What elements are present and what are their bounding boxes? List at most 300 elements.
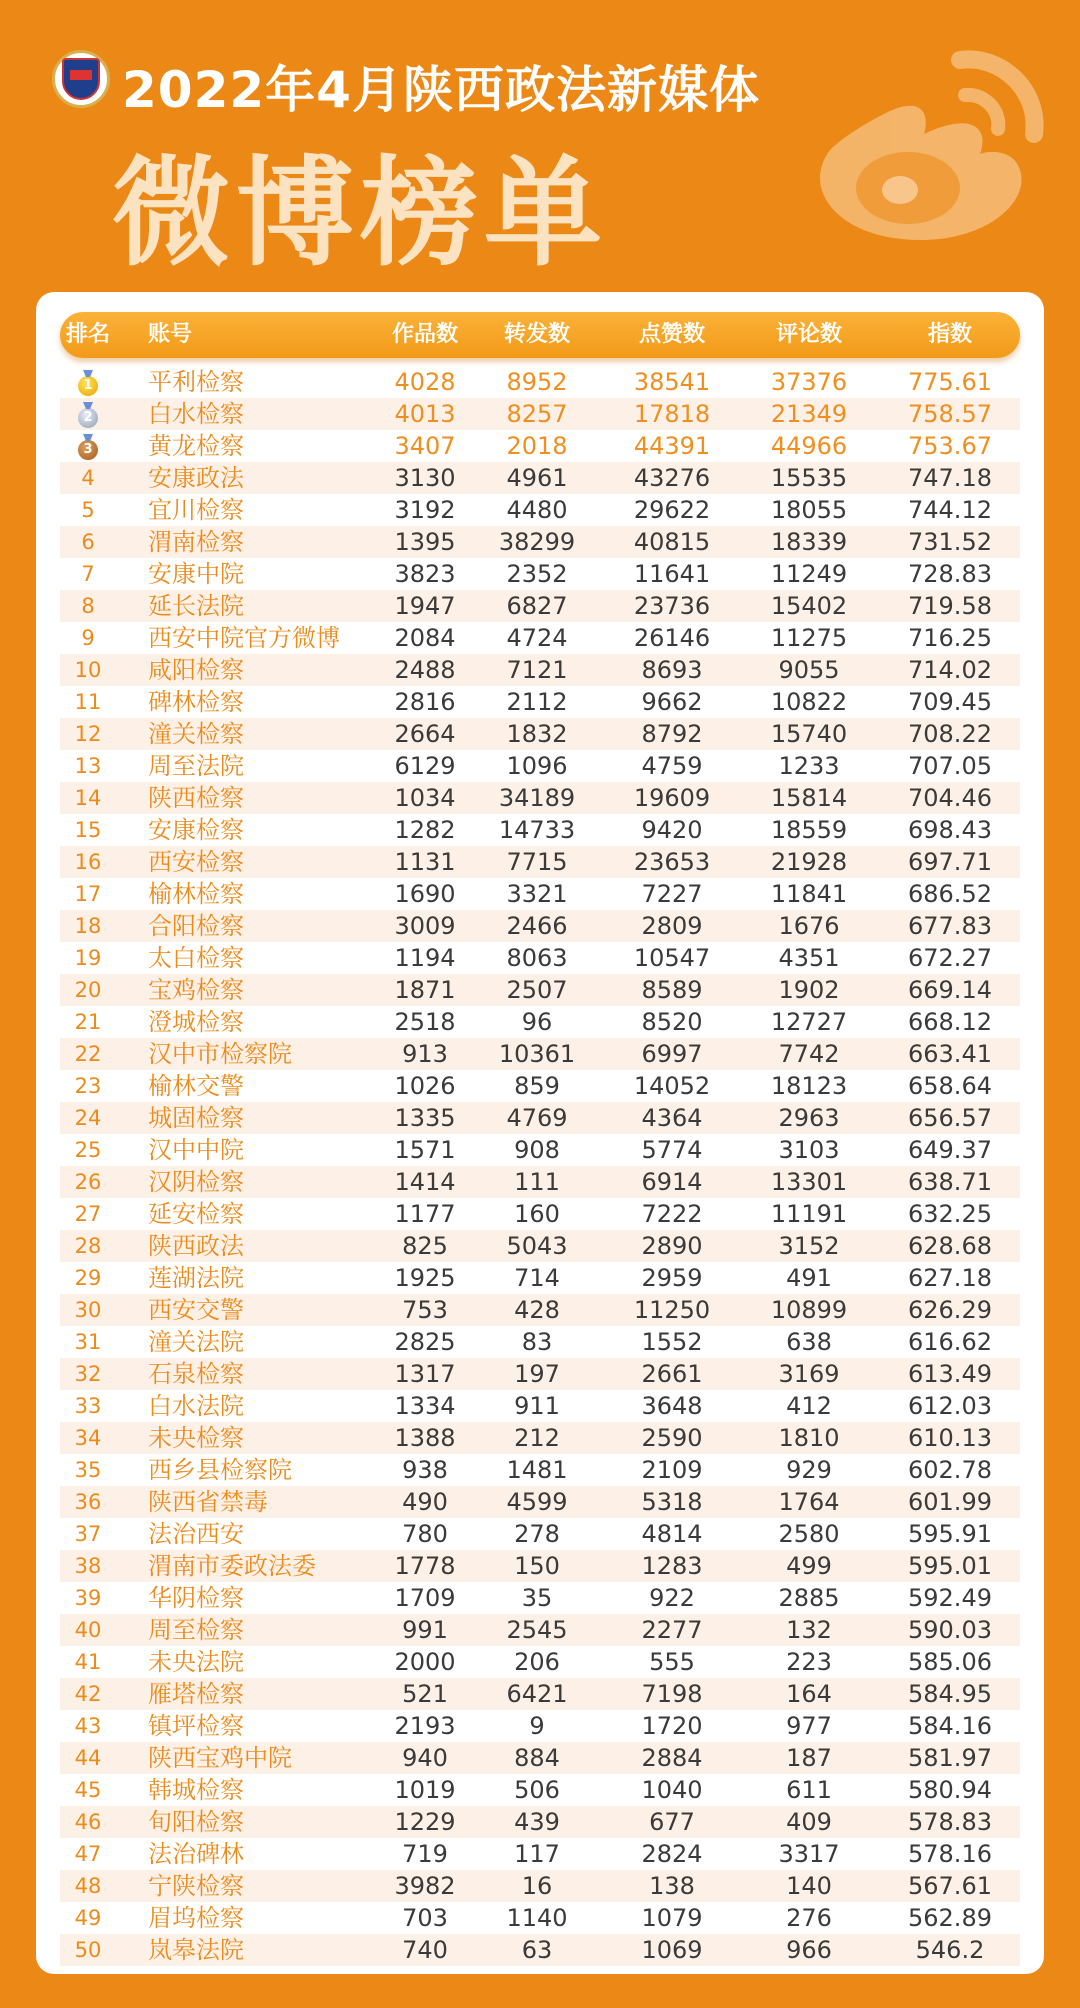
column-header-account: 账号 [148,322,193,347]
forwards-cell: 2466 [506,912,568,940]
works-cell: 2664 [394,720,456,748]
rank-cell: 33 [74,1394,102,1418]
works-cell: 3982 [394,1872,456,1900]
forwards-cell: 7121 [506,656,568,684]
forwards-cell: 14733 [498,816,576,844]
account-cell: 城固检察 [148,1104,244,1132]
account-cell: 法治碑林 [148,1840,244,1868]
forwards-cell: 8952 [506,368,568,396]
likes-cell: 40815 [633,528,711,556]
works-cell: 2488 [394,656,456,684]
likes-cell: 11641 [633,560,711,588]
index-cell: 714.02 [908,656,992,684]
page-title: 2022年4月陕西政法新媒体 [122,61,760,119]
rank-cell: 9 [81,626,95,650]
table-row [60,910,1020,942]
account-cell: 韩城检察 [148,1776,244,1804]
works-cell: 3192 [394,496,456,524]
comments-cell: 44966 [770,432,848,460]
likes-cell: 9662 [641,688,703,716]
index-cell: 567.61 [908,1872,992,1900]
page-subtitle: 微博榜单 [112,144,609,282]
account-cell: 陕西宝鸡中院 [148,1744,292,1772]
likes-cell: 8589 [641,976,703,1004]
account-cell: 合阳检察 [148,912,244,940]
comments-cell: 223 [786,1648,832,1676]
forwards-cell: 4724 [506,624,568,652]
forwards-cell: 2018 [506,432,568,460]
works-cell: 1026 [394,1072,456,1100]
forwards-cell: 4769 [506,1104,568,1132]
account-cell: 白水法院 [148,1392,244,1420]
table-row [60,1870,1020,1902]
rank-cell: 45 [74,1778,102,1802]
table-row [60,1742,1020,1774]
index-cell: 601.99 [908,1488,992,1516]
account-cell: 太白检察 [148,944,244,972]
table-row [60,814,1020,846]
likes-cell: 17818 [633,400,711,428]
rank-cell: 29 [74,1266,102,1290]
index-cell: 728.83 [908,560,992,588]
comments-cell: 1902 [778,976,840,1004]
table-row [60,846,1020,878]
table-row [60,1422,1020,1454]
index-cell: 686.52 [908,880,992,908]
comments-cell: 11191 [770,1200,848,1228]
account-cell: 黄龙检察 [148,432,244,460]
index-cell: 595.01 [908,1552,992,1580]
likes-cell: 2884 [641,1744,703,1772]
works-cell: 753 [402,1296,448,1324]
rank-cell: 7 [81,562,95,586]
rank-cell: 10 [74,658,102,682]
rank-cell: 13 [74,754,102,778]
account-cell: 安康政法 [148,464,244,492]
account-cell: 潼关法院 [148,1328,244,1356]
forwards-cell: 3321 [506,880,568,908]
comments-cell: 3317 [778,1840,840,1868]
comments-cell: 15814 [770,784,848,812]
account-cell: 旬阳检察 [148,1808,244,1836]
table-row [60,1230,1020,1262]
index-cell: 716.25 [908,624,992,652]
works-cell: 6129 [394,752,456,780]
table-row [60,718,1020,750]
table-row [60,1646,1020,1678]
medal-icon: 3 [78,440,98,460]
index-cell: 747.18 [908,464,992,492]
works-cell: 1229 [394,1808,456,1836]
rank-cell: 23 [74,1074,102,1098]
account-cell: 陕西检察 [148,784,244,812]
likes-cell: 3648 [641,1392,703,1420]
table-row [60,1806,1020,1838]
works-cell: 2000 [394,1648,456,1676]
works-cell: 1282 [394,816,456,844]
table-row [60,1678,1020,1710]
likes-cell: 1079 [641,1904,703,1932]
table-row [60,878,1020,910]
comments-cell: 9055 [778,656,840,684]
comments-cell: 409 [786,1808,832,1836]
column-header-index: 指数 [927,322,972,347]
likes-cell: 8792 [641,720,703,748]
likes-cell: 10547 [633,944,711,972]
rank-cell [60,366,116,398]
comments-cell: 7742 [778,1040,840,1068]
account-cell: 周至检察 [148,1616,244,1644]
works-cell: 991 [402,1616,448,1644]
medal-icon: 2 [78,408,98,428]
works-cell: 740 [402,1936,448,1964]
likes-cell: 38541 [633,368,711,396]
forwards-cell: 96 [521,1008,553,1036]
table-header [60,312,1020,358]
account-cell: 岚皋法院 [148,1936,244,1964]
account-cell: 平利检察 [148,368,244,396]
rank-cell: 20 [74,978,102,1002]
index-cell: 719.58 [908,592,992,620]
likes-cell: 555 [649,1648,695,1676]
column-header-likes: 点赞数 [638,322,705,347]
account-cell: 延安检察 [148,1200,244,1228]
works-cell: 913 [402,1040,448,1068]
rank-cell: 41 [74,1650,102,1674]
forwards-cell: 714 [514,1264,560,1292]
comments-cell: 2885 [778,1584,840,1612]
rank-cell: 15 [74,818,102,842]
forwards-cell: 2545 [506,1616,568,1644]
rank-cell: 46 [74,1810,102,1834]
table-row [60,1102,1020,1134]
comments-cell: 11249 [770,560,848,588]
index-cell: 638.71 [908,1168,992,1196]
index-cell: 585.06 [908,1648,992,1676]
table-body [60,366,1020,1966]
table-row [60,654,1020,686]
index-cell: 698.43 [908,816,992,844]
rank-cell: 48 [74,1874,102,1898]
comments-cell: 21928 [770,848,848,876]
rank-cell: 32 [74,1362,102,1386]
table-row [60,1038,1020,1070]
index-cell: 610.13 [908,1424,992,1452]
account-cell: 榆林交警 [148,1072,244,1100]
column-header-forwards: 转发数 [503,322,570,347]
forwards-cell: 911 [514,1392,560,1420]
forwards-cell: 150 [514,1552,560,1580]
comments-cell: 2580 [778,1520,840,1548]
forwards-cell: 1096 [506,752,568,780]
rank-cell: 25 [74,1138,102,1162]
rank-cell: 18 [74,914,102,938]
rank-cell: 43 [74,1714,102,1738]
works-cell: 1177 [394,1200,456,1228]
rank-cell: 21 [74,1010,102,1034]
table-row [60,974,1020,1006]
table-row [60,526,1020,558]
works-cell: 3130 [394,464,456,492]
table-row [60,1518,1020,1550]
account-cell: 咸阳检察 [148,656,244,684]
index-cell: 580.94 [908,1776,992,1804]
comments-cell: 18339 [770,528,848,556]
shield-icon [62,58,100,100]
likes-cell: 1720 [641,1712,703,1740]
comments-cell: 11841 [770,880,848,908]
index-cell: 649.37 [908,1136,992,1164]
works-cell: 938 [402,1456,448,1484]
account-cell: 陕西省禁毒 [148,1488,268,1516]
account-cell: 华阴检察 [148,1584,244,1612]
likes-cell: 4364 [641,1104,703,1132]
rank-cell: 44 [74,1746,102,1770]
table-row [60,1006,1020,1038]
comments-cell: 11275 [770,624,848,652]
forwards-cell: 9 [529,1712,545,1740]
forwards-cell: 278 [514,1520,560,1548]
likes-cell: 43276 [633,464,711,492]
comments-cell: 187 [786,1744,832,1772]
likes-cell: 1283 [641,1552,703,1580]
works-cell: 703 [402,1904,448,1932]
account-cell: 汉中中院 [148,1136,244,1164]
forwards-cell: 2112 [506,688,568,716]
index-cell: 758.57 [908,400,992,428]
index-cell: 584.16 [908,1712,992,1740]
comments-cell: 10899 [770,1296,848,1324]
forwards-cell: 1481 [506,1456,568,1484]
account-cell: 眉坞检察 [148,1904,244,1932]
index-cell: 672.27 [908,944,992,972]
forwards-cell: 2352 [506,560,568,588]
index-cell: 546.2 [915,1936,985,1964]
rank-cell: 28 [74,1234,102,1258]
account-cell: 渭南市委政法委 [148,1552,316,1580]
works-cell: 4028 [394,368,456,396]
index-cell: 753.67 [908,432,992,460]
table-row [60,1934,1020,1966]
forwards-cell: 38299 [498,528,576,556]
rank-cell: 14 [74,786,102,810]
likes-cell: 7222 [641,1200,703,1228]
table-row [60,1070,1020,1102]
account-cell: 石泉检察 [148,1360,244,1388]
likes-cell: 1040 [641,1776,703,1804]
forwards-cell: 34189 [498,784,576,812]
forwards-cell: 439 [514,1808,560,1836]
forwards-cell: 6421 [506,1680,568,1708]
table-row [60,1774,1020,1806]
account-cell: 安康检察 [148,816,244,844]
works-cell: 1571 [394,1136,456,1164]
comments-cell: 3169 [778,1360,840,1388]
works-cell: 3823 [394,560,456,588]
index-cell: 731.52 [908,528,992,556]
comments-cell: 966 [786,1936,832,1964]
forwards-cell: 7715 [506,848,568,876]
likes-cell: 8693 [641,656,703,684]
comments-cell: 491 [786,1264,832,1292]
likes-cell: 2277 [641,1616,703,1644]
rank-cell: 34 [74,1426,102,1450]
forwards-cell: 4599 [506,1488,568,1516]
account-cell: 汉中市检察院 [148,1040,292,1068]
rank-cell: 30 [74,1298,102,1322]
ranking-table [36,292,1044,1974]
index-cell: 584.95 [908,1680,992,1708]
table-row [60,1582,1020,1614]
account-cell: 西安交警 [148,1296,244,1324]
account-cell: 雁塔检察 [148,1680,244,1708]
comments-cell: 929 [786,1456,832,1484]
works-cell: 719 [402,1840,448,1868]
table-row [60,1134,1020,1166]
index-cell: 562.89 [908,1904,992,1932]
rank-cell: 40 [74,1618,102,1642]
works-cell: 1871 [394,976,456,1004]
table-row [60,686,1020,718]
forwards-cell: 859 [514,1072,560,1100]
index-cell: 628.68 [908,1232,992,1260]
forwards-cell: 506 [514,1776,560,1804]
works-cell: 825 [402,1232,448,1260]
works-cell: 2825 [394,1328,456,1356]
comments-cell: 1676 [778,912,840,940]
index-cell: 578.83 [908,1808,992,1836]
table-row [60,398,1020,430]
comments-cell: 132 [786,1616,832,1644]
works-cell: 1388 [394,1424,456,1452]
rank-cell: 8 [81,594,95,618]
index-cell: 613.49 [908,1360,992,1388]
forwards-cell: 10361 [498,1040,576,1068]
forwards-cell: 83 [521,1328,553,1356]
account-cell: 镇坪检察 [148,1712,244,1740]
comments-cell: 611 [786,1776,832,1804]
rank-cell: 35 [74,1458,102,1482]
index-cell: 677.83 [908,912,992,940]
comments-cell: 13301 [770,1168,848,1196]
table-row [60,590,1020,622]
account-cell: 莲湖法院 [148,1264,244,1292]
table-row [60,1486,1020,1518]
works-cell: 1395 [394,528,456,556]
likes-cell: 138 [649,1872,695,1900]
rank-cell: 11 [74,690,102,714]
table-row [60,430,1020,462]
likes-cell: 2824 [641,1840,703,1868]
forwards-cell: 1832 [506,720,568,748]
rank-cell: 31 [74,1330,102,1354]
likes-cell: 4814 [641,1520,703,1548]
column-header-rank: 排名 [65,322,110,347]
works-cell: 1947 [394,592,456,620]
rank-cell: 36 [74,1490,102,1514]
rank-cell: 50 [74,1938,102,1962]
table-row [60,494,1020,526]
account-cell: 白水检察 [148,400,244,428]
comments-cell: 15535 [770,464,848,492]
likes-cell: 2809 [641,912,703,940]
account-cell: 西安中院官方微博 [148,624,340,652]
works-cell: 1334 [394,1392,456,1420]
comments-cell: 1810 [778,1424,840,1452]
account-cell: 安康中院 [148,560,244,588]
rank-cell: 6 [81,530,95,554]
index-cell: 590.03 [908,1616,992,1644]
likes-cell: 2890 [641,1232,703,1260]
works-cell: 3407 [394,432,456,460]
index-cell: 612.03 [908,1392,992,1420]
comments-cell: 1764 [778,1488,840,1516]
index-cell: 578.16 [908,1840,992,1868]
table-row [60,1166,1020,1198]
table-row [60,1294,1020,1326]
index-cell: 707.05 [908,752,992,780]
rank-cell: 39 [74,1586,102,1610]
rank-cell: 5 [81,498,95,522]
table-row [60,462,1020,494]
likes-cell: 677 [649,1808,695,1836]
index-cell: 775.61 [908,368,992,396]
likes-cell: 23653 [633,848,711,876]
works-cell: 521 [402,1680,448,1708]
index-cell: 626.29 [908,1296,992,1324]
likes-cell: 2590 [641,1424,703,1452]
comments-cell: 15402 [770,592,848,620]
likes-cell: 5318 [641,1488,703,1516]
comments-cell: 12727 [770,1008,848,1036]
medal-icon: 1 [78,376,98,396]
likes-cell: 922 [649,1584,695,1612]
index-cell: 708.22 [908,720,992,748]
rank-cell: 42 [74,1682,102,1706]
account-cell: 法治西安 [148,1520,244,1548]
works-cell: 1317 [394,1360,456,1388]
forwards-cell: 111 [514,1168,560,1196]
works-cell: 780 [402,1520,448,1548]
account-cell: 汉阴检察 [148,1168,244,1196]
index-cell: 616.62 [908,1328,992,1356]
comments-cell: 10822 [770,688,848,716]
works-cell: 1778 [394,1552,456,1580]
table-row [60,558,1020,590]
rank-cell [60,430,116,462]
works-cell: 1335 [394,1104,456,1132]
index-cell: 656.57 [908,1104,992,1132]
account-cell: 西安检察 [148,848,244,876]
comments-cell: 3152 [778,1232,840,1260]
account-cell: 宝鸡检察 [148,976,244,1004]
index-cell: 658.64 [908,1072,992,1100]
likes-cell: 9420 [641,816,703,844]
account-cell: 潼关检察 [148,720,244,748]
comments-cell: 4351 [778,944,840,972]
comments-cell: 276 [786,1904,832,1932]
table-row [60,1198,1020,1230]
comments-cell: 15740 [770,720,848,748]
likes-cell: 8520 [641,1008,703,1036]
comments-cell: 18123 [770,1072,848,1100]
forwards-cell: 428 [514,1296,560,1324]
index-cell: 592.49 [908,1584,992,1612]
comments-cell: 2963 [778,1104,840,1132]
comments-cell: 140 [786,1872,832,1900]
index-cell: 704.46 [908,784,992,812]
likes-cell: 1069 [641,1936,703,1964]
